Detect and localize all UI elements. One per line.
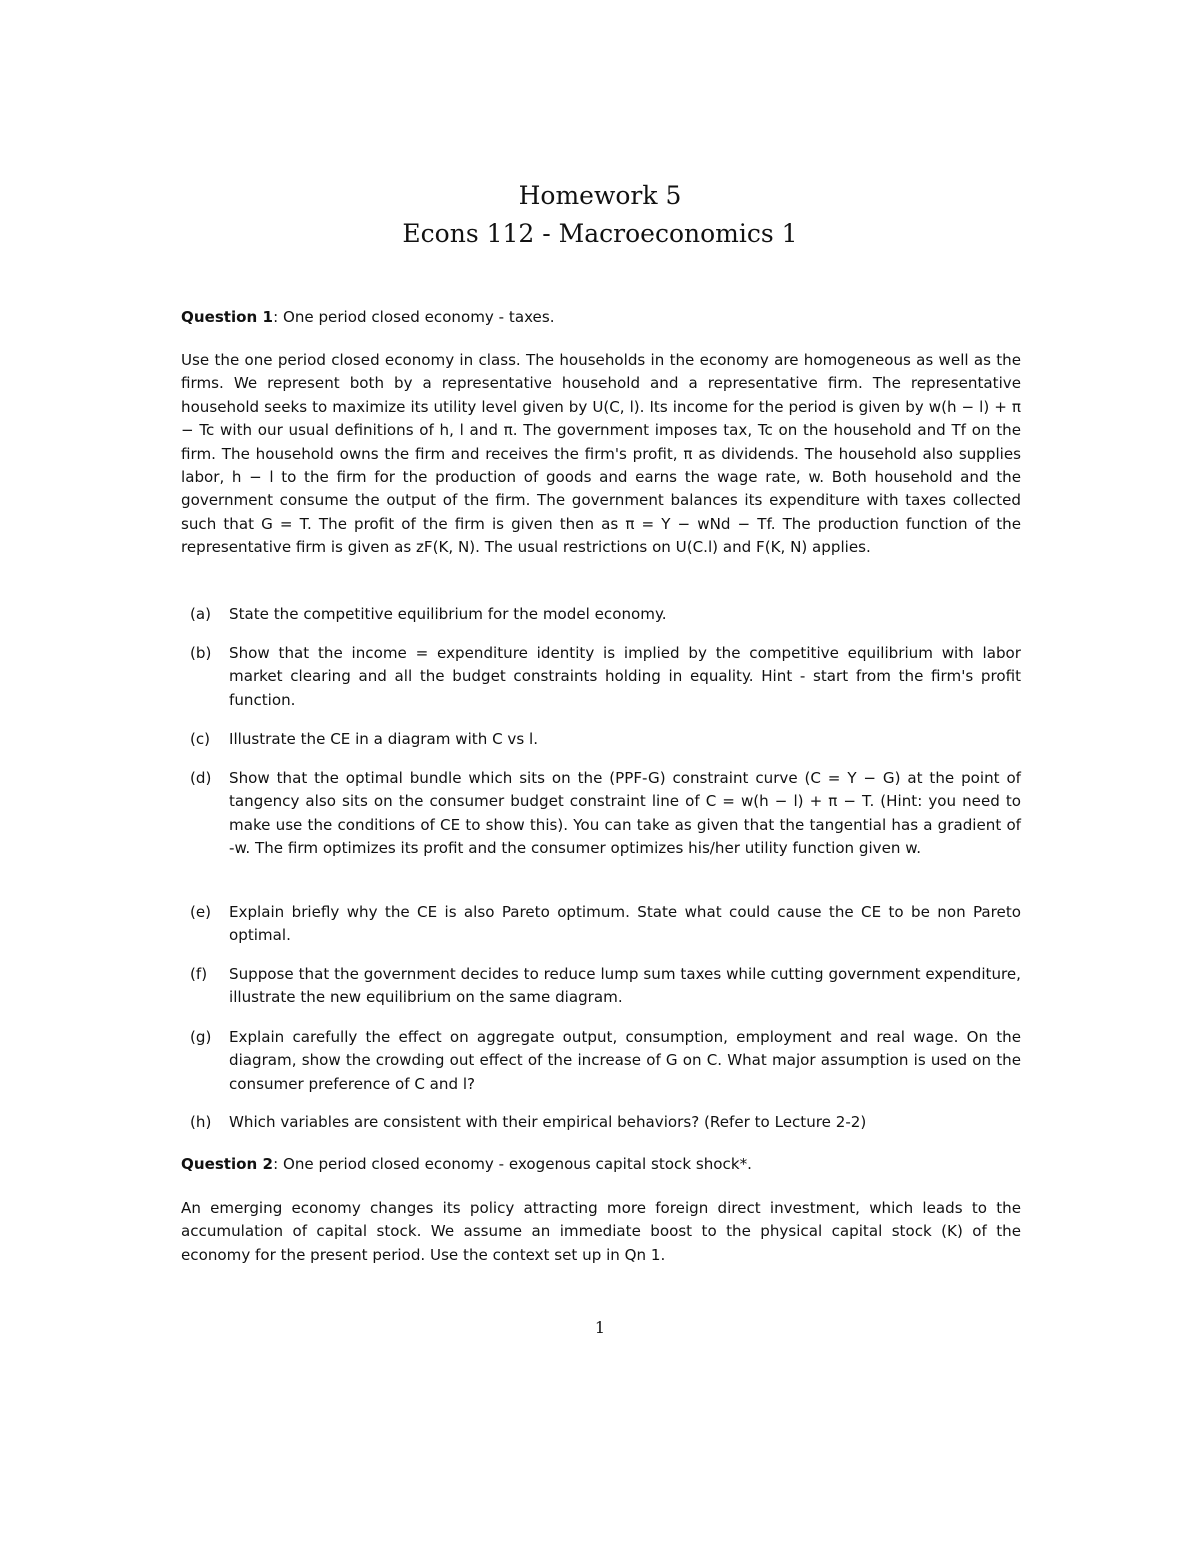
question-1-item <box>190 728 1021 751</box>
question-1-item <box>190 642 1021 712</box>
item-text: Explain carefully the effect on aggregate output, consumption, employment and real wage. On the diagram, show the crowding out effect of the increase of G on C. What major assumption is used on the consumer preference of C and l? <box>229 1028 1021 1093</box>
question-1-label: Question 1 <box>181 308 274 326</box>
question-2-body: An emerging economy changes its policy attracting more foreign direct investment, which leads to the accumulation of capital stock. We assume an immediate boost to the physical capital stock (K) of the economy for the present period. Use the context set up in Qn 1. <box>181 1199 1021 1264</box>
item-text: Show that the income = expenditure identity is implied by the competitive equilibrium with labor market clearing and all the budget constraints holding in equality. Hint - start from the firm's profit function. <box>229 644 1021 709</box>
item-label: (h) <box>190 1113 212 1131</box>
question-1-topic: : One period closed economy - taxes. <box>273 308 555 326</box>
question-2-topic: : One period closed economy - exogenous capital stock shock*. <box>273 1155 752 1173</box>
item-text: Suppose that the government decides to reduce lump sum taxes while cutting government expenditure, illustrate the new equilibrium on the same diagram. <box>229 965 1021 1007</box>
document-subtitle: Econs 112 - Macroeconomics 1 <box>402 219 798 248</box>
question-2-label: Question 2 <box>181 1155 274 1173</box>
item-label: (b) <box>190 644 212 662</box>
item-label: (a) <box>190 605 212 623</box>
question-1-item <box>190 1111 1021 1134</box>
item-label: (c) <box>190 730 211 748</box>
question-2-heading <box>181 1153 1021 1176</box>
item-text: Explain briefly why the CE is also Pareto optimum. State what could cause the CE to be non Pareto optimal. <box>229 903 1021 945</box>
item-text: State the competitive equilibrium for the model economy. <box>229 605 667 623</box>
question-1-item <box>190 901 1021 948</box>
question-1-item <box>190 767 1021 861</box>
item-label: (g) <box>190 1028 212 1046</box>
item-text: Illustrate the CE in a diagram with C vs l. <box>229 730 538 748</box>
item-text: Which variables are consistent with their empirical behaviors? (Refer to Lecture 2-2) <box>229 1113 867 1131</box>
document-title: Homework 5 <box>518 181 682 210</box>
question-1-item <box>190 603 1021 626</box>
question-1-body: Use the one period closed economy in class. The households in the economy are homogeneous as well as the firms. We represent both by a representative household and a representative firm. The representative household seeks to maximize its utility level given by U(C, l). Its income for the period is given by w(h − l) + π − Tc with our usual definitions of h, l and π. The government imposes tax, Tc on the household and Tf on the firm. The household owns the firm and receives the firm's profit, π as dividends. The household also supplies labor, h − l to the firm for the production of goods and earns the wage rate, w. Both household and the government consume the output of the firm. The government balances its expenditure with taxes collected such that G = T. The profit of the firm is given then as π = Y − wNd − Tf. The production function of the representative firm is given as zF(K, N). The usual restrictions on U(C.l) and F(K, N) applies. <box>181 351 1021 557</box>
item-label: (d) <box>190 769 212 787</box>
item-text: Show that the optimal bundle which sits on the (PPF-G) constraint curve (C = Y − G) at the point of tangency also sits on the consumer budget constraint line of C = w(h − l) + π − T. (Hint: you need to make use the conditions of CE to show this). You can take as given that the tangential has a gradient of -w. The firm optimizes its profit and the consumer optimizes his/her utility function given w. <box>229 769 1021 858</box>
question-1-heading <box>181 306 1021 329</box>
item-label: (f) <box>190 965 208 983</box>
question-1-item <box>190 963 1021 1010</box>
page-number: 1 <box>594 1318 606 1337</box>
item-label: (e) <box>190 903 212 921</box>
question-1-item <box>190 1026 1021 1096</box>
